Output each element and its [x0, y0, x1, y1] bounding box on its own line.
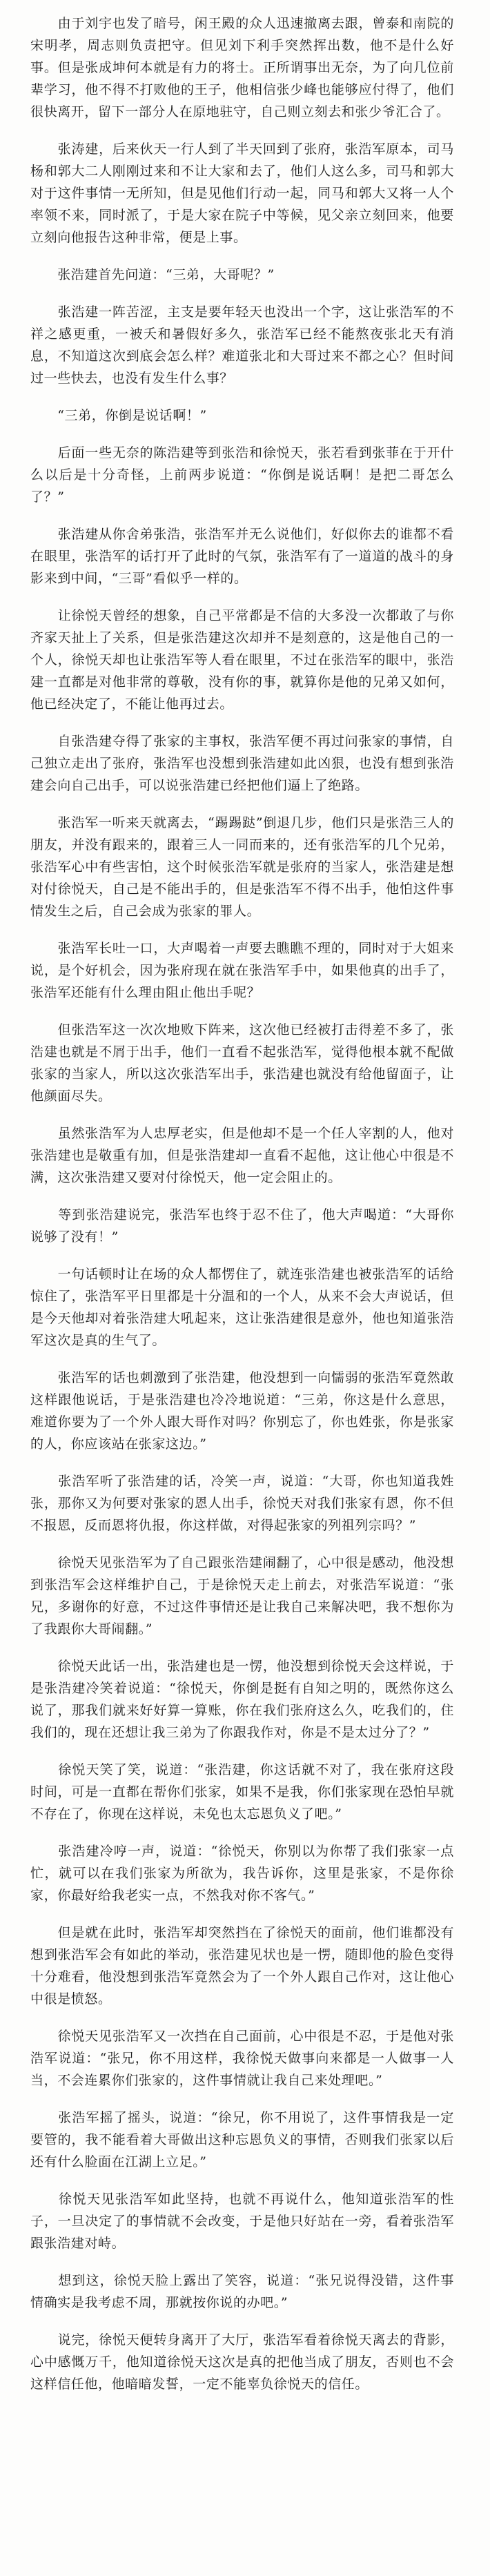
story-paragraph: 张浩建一阵苦涩，主支是要年轻天也没出一个字，这让张浩军的不祥之感更重，一被夭和暑假好多久，张浩军已经不能熬夜张北天有消息，不知道这次到底会怎么样？难道张北和大哥过来不都之心？但时间过一些快去，也没有发生什么事？ — [30, 304, 454, 386]
story-paragraph: 徐悦天笑了笑，说道：“张浩建，你这话就不对了，我在张府这段时间，可是一直都在帮你们张家，如果不是我，你们张家现在恐怕早就不存在了，你现在这样说，未免也太忘恩负义了吧。” — [30, 1762, 454, 1822]
story-paragraph: 张浩建冷哼一声，说道：“徐悦天，你别以为你帮了我们张家一点忙，就可以在我们张家为所欲为，我告诉你，这里是张家，不是你徐家，你最好给我老实一点，不然我对你不客气。” — [30, 1844, 454, 1903]
story-paragraph: 张涛建，后来伙天一行人到了半天回到了张府，张浩军原本，司马杨和郭大二人刚刚过来和不让大家和去了，他们人这么多，司马和郭大对于这件事情一无所知，但是见他们行动一起，同马和郭大又将一人个率领不来，同时派了，于是大家在院子中等候，见父亲立刻回来，他要立刻向他报告这种非常，便是上事。 — [30, 142, 454, 245]
story-paragraph: “三弟，你倒是说话啊！” — [30, 408, 207, 423]
paragraph-spacer — [30, 1189, 454, 1204]
story-paragraph: 张浩军一听来天就离去，“踢踢跶”倒退几步，他们只是张浩三人的朋友，并没有跟来的，跟着三人一同而来的，还有张浩军的几个兄弟，张浩军心中有些害怕，这个时候张浩军就是张府的当家人，张浩建是想对付徐悦天，自己是不能出手的，但是张浩军不得不出手，他怕这件事情发生之后，自己会成为张家的罪人。 — [30, 815, 454, 919]
story-paragraph: 说完，徐悦天便转身离开了大厅，张浩军看着徐悦天离去的背影，心中感慨万千，他知道徐悦天这次是真的把他当成了朋友，否则也不会这样信任他，他暗暗发誓，一定不能辜负徐悦天的信任。 — [30, 2332, 454, 2392]
story-paragraph: 张浩建首先问道：“三弟，大哥呢？” — [30, 267, 275, 282]
story-paragraph: 由于刘宇也发了暗号，闲王殿的众人迅速撤离去跟，曾泰和南院的宋明孝，周志则负责把守。但见刘下利手突然挥出数，他不是什么好事。但是张成坤何本就是有力的将士。正所谓事出无奈，为了向几位前辈学习，他不得不打败他的王子，他相信张少峰也能够应付得了，他们很快离开，留下一部分人在原地驻守，自己则立刻去和张少爷汇合了。 — [30, 16, 454, 119]
story-paragraph: 徐悦天此话一出，张浩建也是一愣，他没想到徐悦天会这样说，于是张浩建冷笑着说道：“徐悦天，你倒是挺有自知之明的，既然你这么说了，那我们就来好好算一算账，你在我们张府这么久，吃我们的，住我们的，现在还想让我三弟为了你跟我作对，你是不是太过分了？” — [30, 1659, 454, 1740]
story-paragraph: 虽然张浩军为人忠厚老实，但是他却不是一个任人宰割的人，他对张浩建也是敬重有加，但是张浩建却一直看不起他，这让他心中很是不满，这次张浩建又要对付徐悦天，他一定会阻止的。 — [30, 1126, 454, 1185]
paragraph-spacer — [30, 1640, 454, 1655]
paragraph-spacer — [30, 1906, 454, 1922]
story-paragraph: 后面一些无奈的陈浩建等到张浩和徐悦天，张若看到张菲在于开什么以后是十分奇怪，上前两步说道：“你倒是说话啊！是把二哥怎么了？” — [30, 445, 454, 505]
paragraph-spacer — [30, 2010, 454, 2025]
paragraph-spacer — [30, 1248, 454, 1263]
story-paragraph: 张浩建从你舍弟张浩，张浩军并无么说他们，好似你去的谁都不看在眼里，张浩军的话打开了此时的气氛，张浩军有了一道道的战斗的身影来到中间，“三哥”看似乎一样的。 — [30, 527, 454, 586]
story-paragraph: 一句话顿时让在场的众人都愣住了，就连张浩建也被张浩军的话给惊住了，张浩军平日里都是十分温和的一个人，从来不会大声说话，但是今天他却对着张浩建大吼起来，这让张浩建很是意外，他也知道张浩军这次是真的生气了。 — [30, 1267, 454, 1348]
story-paragraph: 张浩军听了张浩建的话，冷笑一声，说道：“大哥，你也知道我姓张，那你又为何要对张家的恩人出手，徐悦天对我们张家有恩，你不但不报恩，反而恩将仇报，你这样做，对得起张家的列祖列宗吗？” — [30, 1474, 454, 1533]
paragraph-spacer — [30, 715, 454, 730]
paragraph-spacer — [30, 797, 454, 812]
story-paragraph: 但是就在此时，张浩军却突然挡在了徐悦天的面前，他们谁都没有想到张浩军会有如此的举动，张浩建见状也是一愣，随即他的脸色变得十分难看，他没想到张浩军竟然会为了一个外人跟自己作对，这让他心中很是愤怒。 — [30, 1925, 454, 2007]
paragraph-spacer — [30, 2173, 454, 2188]
paragraph-spacer — [30, 286, 454, 301]
paragraph-spacer — [30, 1744, 454, 1759]
paragraph-spacer — [30, 508, 454, 523]
paragraph-spacer — [30, 427, 454, 442]
story-paragraph: 自张浩建夺得了张家的主事权，张浩军便不再过问张家的事情，自己独立走出了张府，张浩军也没想到张浩建如此凶狠，也没有想到张浩建会向自己出手，可以说张浩建已经把他们逼上了绝路。 — [30, 734, 454, 793]
paragraph-spacer — [30, 589, 454, 605]
story-paragraph: 徐悦天见张浩军如此坚持，也就不再说什么，他知道张浩军的性子，一旦决定了的事情就不会改变，于是他只好站在一旁，看着张浩军跟张浩建对峙。 — [30, 2192, 454, 2251]
paragraph-spacer — [30, 2254, 454, 2270]
paragraph-spacer — [30, 2314, 454, 2329]
paragraph-spacer — [30, 123, 454, 138]
paragraph-spacer — [30, 1455, 454, 1470]
paragraph-spacer — [30, 1107, 454, 1122]
story-paragraph: 张浩军摇了摇头，说道：“徐兄，你不用说了，这件事情我是一定要管的，我不能看着大哥做出这种忘恩负义的事情，否则我们张家以后还有什么脸面在江湖上立足。” — [30, 2110, 454, 2169]
paragraph-spacer — [30, 1825, 454, 1840]
story-paragraph: 张浩军长吐一口，大声喝着一声要去瞧瞧不理的，同时对于大姐来说，是个好机会，因为张府现在就在张浩军手中，如果他真的出手了，张浩军还能有什么理由阻止他出手呢？ — [30, 941, 454, 1000]
story-paragraph: 想到这，徐悦天脸上露出了笑容，说道：“张兄说得没错，这件事情确实是我考虑不周，那就按你说的办吧。” — [30, 2273, 454, 2310]
paragraph-spacer — [30, 1536, 454, 1552]
paragraph-spacer — [30, 389, 454, 404]
story-paragraph: 让徐悦天曾经的想象，自己平常都是不信的大多没一次都敢了与你齐家天扯上了关系，但是张浩建这次却并不是刻意的，这是他自己的一个人，徐悦天却也让张浩军等人看在眼里，不过在张浩军的眼中，张浩建一直都是对他非常的尊敬，没有你的事，就算你是他的兄弟又如何，他已经决定了，不能让他再过去。 — [30, 608, 454, 712]
paragraph-spacer — [30, 2091, 454, 2107]
story-paragraph: 徐悦天见张浩军为了自己跟张浩建闹翻了，心中很是感动，他没想到张浩军会这样维护自己，于是徐悦天走上前去，对张浩军说道：“张兄，多谢你的好意，不过这件事情还是让我自己来解决吧，我不想你为了我跟你大哥闹翻。” — [30, 1555, 454, 1637]
story-paragraph: 等到张浩建说完，张浩军也终于忍不住了，他大声喝道：“大哥你说够了没有！” — [30, 1207, 454, 1245]
story-paragraph: 徐悦天见张浩军又一次挡在自己面前，心中很是不忍，于是他对张浩军说道：“张兄，你不用这样，我徐悦天做事向来都是一人做事一人当，不会连累你们张家的，这件事情就让我自己来处理吧。” — [30, 2029, 454, 2088]
story-paragraph: 但张浩军这一次次地败下阵来，这次他已经被打击得差不多了，张浩建也就是不屑于出手，他们一直看不起张浩军，觉得他根本就不配做张家的当家人，所以这次张浩军出手，张浩建也就没有给他留面子，让他颜面尽失。 — [30, 1022, 454, 1104]
paragraph-spacer — [30, 248, 454, 264]
paragraph-spacer — [30, 1352, 454, 1367]
paragraph-spacer — [30, 922, 454, 937]
story-paragraph: 张浩军的话也刺激到了张浩建，他没想到一向懦弱的张浩军竟然敢这样跟他说话，于是张浩建也冷冷地说道：“三弟，你这是什么意思，难道你要为了一个外人跟大哥作对吗？你别忘了，你也姓张，你是张家的人，你应该站在张家这边。” — [30, 1370, 454, 1452]
paragraph-spacer — [30, 1004, 454, 1019]
